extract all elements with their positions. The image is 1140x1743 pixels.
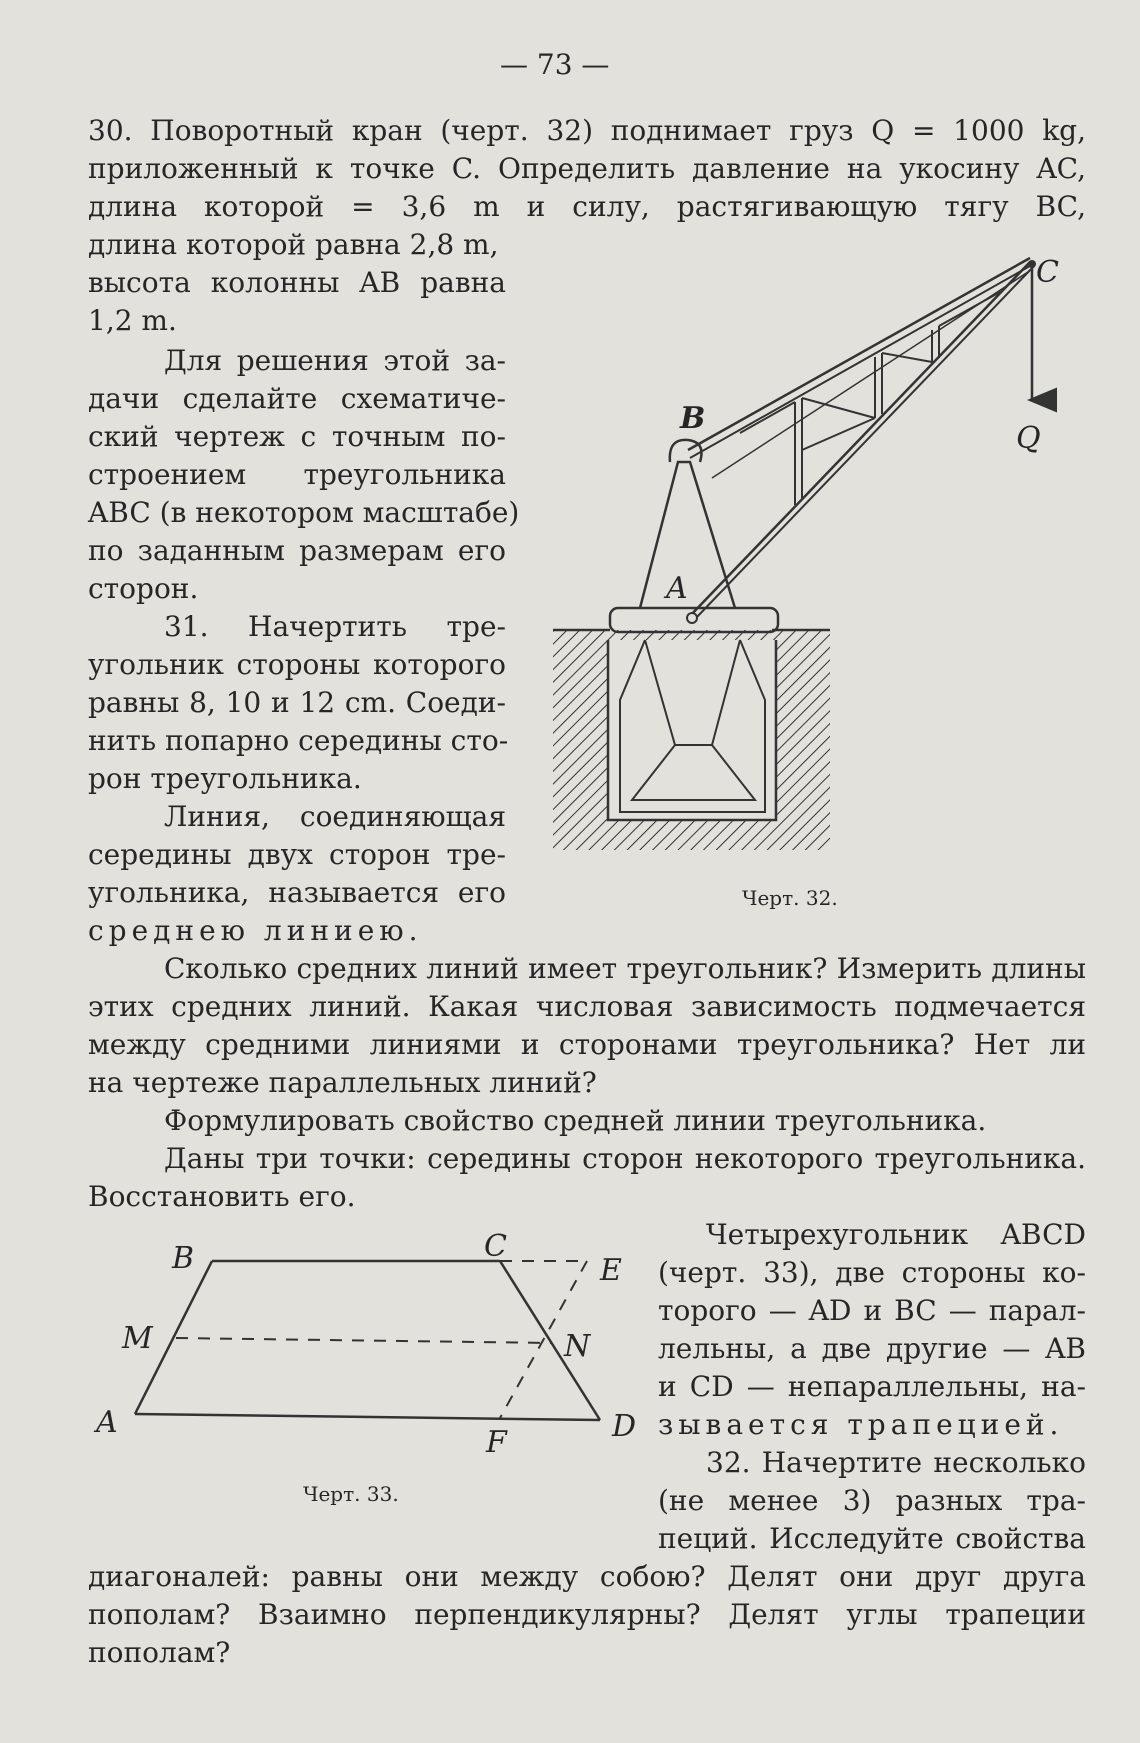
problem-32-line-6: пополам?	[88, 1636, 231, 1669]
problem-32-line-3: пеций. Исследуйте свойства	[658, 1522, 1086, 1555]
label-n-fig33: N	[564, 1329, 591, 1364]
hint-line-6: по заданным размерам его	[88, 534, 506, 567]
definition-line-1: Линия, соединяющая	[164, 800, 506, 833]
definition-line-3: угольника, называется его	[88, 876, 506, 909]
restore-line-1: Даны три точки: середины сторон некоторого треугольника.	[164, 1142, 1086, 1175]
label-q-fig32: Q	[1016, 421, 1041, 456]
page-number: — 73 —	[500, 48, 610, 81]
problem-31-line-4: нить попарно середины сто-	[88, 724, 509, 757]
label-f-fig33: F	[486, 1425, 507, 1460]
dashed-construction	[176, 1261, 587, 1418]
label-d-fig33: D	[612, 1409, 637, 1444]
trapezoid-outline	[135, 1261, 600, 1420]
problem-30-line-4: длина которой равна 2,8 m,	[88, 228, 499, 261]
problem-30-line-2: приложенный к точке C. Определить давление на укосину AC,	[88, 152, 1086, 185]
definition-line-4: среднею линиею.	[88, 914, 423, 947]
caption-fig33: Черт. 33.	[303, 1482, 399, 1506]
hint-line-2: дачи сделайте схематиче-	[88, 382, 506, 415]
questions-line-4: на чертеже параллельных линий?	[88, 1066, 597, 1099]
label-b-fig32: B	[680, 401, 706, 436]
trapezoid-line-2: (черт. 33), две стороны ко-	[658, 1256, 1086, 1289]
problem-30-line-5: высота колонны AB равна	[88, 266, 506, 299]
trapezoid-line-4: лельны, а две другие — AB	[658, 1332, 1086, 1365]
label-c-fig33: C	[484, 1229, 507, 1264]
formulate-line: Формулировать свойство средней линии треугольника.	[164, 1104, 987, 1137]
problem-32-line-2: (не менее 3) разных тра-	[658, 1484, 1086, 1517]
trapezoid-line-1: Четырехугольник ABCD	[706, 1218, 1086, 1251]
hint-line-5: ABC (в некотором масштабе)	[88, 496, 520, 529]
questions-line-3: между средними линиями и сторонами треугольника? Нет ли	[88, 1028, 1086, 1061]
hint-line-1: Для решения этой за-	[164, 344, 506, 377]
problem-32-line-5: пополам? Взаимно перпендикулярны? Делят углы трапеции	[88, 1598, 1086, 1631]
problem-30-line-3: длина которой = 3,6 m и силу, растягивающую тягу BC,	[88, 190, 1086, 223]
trapezoid-line-6: зывается трапецией.	[658, 1408, 1064, 1441]
problem-32-line-4: диагоналей: равны они между собою? Делят они друг друга	[88, 1560, 1086, 1593]
problem-31-line-1: 31. Начертить тре-	[164, 610, 506, 643]
problem-30-line-6: 1,2 m.	[88, 304, 177, 337]
label-m-fig33: M	[122, 1321, 153, 1356]
trapezoid-line-3: торого — AD и BC — парал-	[658, 1294, 1086, 1327]
hint-line-4: строением треугольника	[88, 458, 506, 491]
problem-32-line-1: 32. Начертите несколько	[706, 1446, 1086, 1479]
trapezoid-line-5: и CD — непараллельны, на-	[658, 1370, 1086, 1403]
hint-line-7: сторон.	[88, 572, 199, 605]
label-a-fig32: A	[666, 571, 688, 606]
label-a-fig33: A	[96, 1405, 118, 1440]
restore-line-2: Восстановить его.	[88, 1180, 356, 1213]
label-b-fig33: B	[172, 1241, 195, 1276]
hint-line-3: ский чертеж с точным по-	[88, 420, 506, 453]
caption-fig32: Черт. 32.	[742, 886, 838, 910]
label-c-fig32: C	[1036, 255, 1059, 290]
questions-line-2: этих средних линий. Какая числовая зависимость подмечается	[88, 990, 1086, 1023]
definition-line-2: середины двух сторон тре-	[88, 838, 506, 871]
problem-31-line-2: угольник стороны которого	[88, 648, 506, 681]
label-e-fig33: E	[600, 1253, 622, 1288]
problem-31-line-3: равны 8, 10 и 12 cm. Соеди-	[88, 686, 506, 719]
problem-31-line-5: рон треугольника.	[88, 762, 362, 795]
questions-line-1: Сколько средних линий имеет треугольник? Измерить длины	[164, 952, 1086, 985]
problem-30-line-1: 30. Поворотный кран (черт. 32) поднимает груз Q = 1000 kg,	[88, 114, 1086, 147]
